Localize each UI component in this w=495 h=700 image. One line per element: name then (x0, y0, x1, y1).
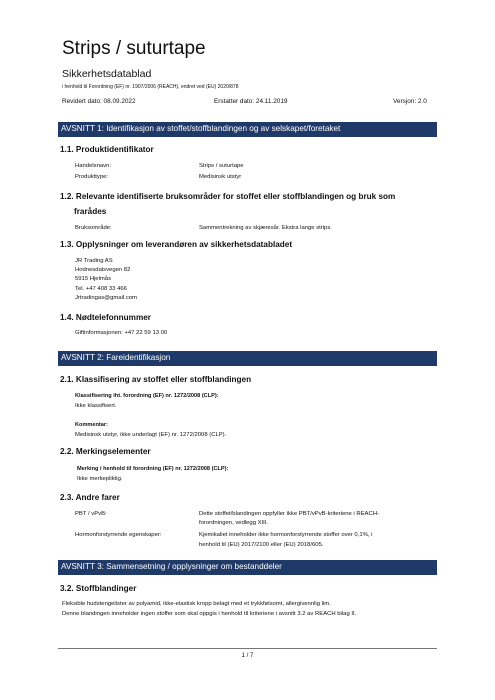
endocrine-value: Kjemikaliet inneholder ikke hormonforstyrrende stoffer over 0,1%, i (199, 532, 373, 538)
pbt-value: Dette stoffet/blandingen oppfyller ikke PBT/vPvB-kriteriene i REACH- (199, 511, 379, 517)
heading-2-3: 2.3. Andre farer (60, 493, 120, 502)
version: Versjon: 2.0 (393, 98, 427, 105)
revised-date: Revidert dato: 08.09.2022 (62, 98, 136, 105)
footer-divider (58, 648, 437, 649)
replaces-date: Erstatter dato: 24.11.2019 (214, 98, 288, 105)
trade-name-value: Strips / suturtape (199, 163, 244, 169)
heading-2-1: 2.1. Klassifisering av stoffet eller stoffblandingen (60, 375, 252, 384)
emergency-phone: Giftinformasjonen: +47 22 59 13 00 (75, 330, 168, 336)
product-type-value: Medisinsk utstyr (199, 174, 242, 180)
supplier-line: 5915 Hjelmås (75, 276, 112, 282)
page-number: 1 / 7 (241, 653, 254, 659)
classification-label: Klassifisering iht. forordning (EF) nr. 1272/2008 (CLP): (75, 393, 219, 399)
section-2-header (58, 351, 437, 366)
endocrine-value-cont: henhold til (EU) 2017/2100 eller (EU) 2018/605. (199, 542, 324, 548)
heading-1-1: 1.1. Produktidentifikator (60, 145, 154, 154)
endocrine-label: Hormonforstyrrende egenskaper: (75, 532, 162, 538)
pbt-value-cont: forordningen, vedlegg XIII. (199, 520, 269, 526)
trade-name-label: Handelsnavn: (75, 163, 112, 169)
use-value: Sammentrekning av skjæresår. Ekstra lange strips. (199, 225, 332, 231)
comment-label: Kommentar: (75, 422, 108, 428)
heading-1-2: 1.2. Relevante identifiserte bruksområder for stoffet eller stoffblandingen og bruk som (60, 192, 396, 201)
regulation-reference: i henhold til Forordning (EF) nr. 1907/2006 (REACH), endret ved (EU) 2020/878 (62, 84, 239, 90)
section-1-header (58, 122, 437, 137)
pbt-label: PBT / vPvB: (75, 511, 107, 517)
comment-value: Medisinsk utstyr, ikke underlagt (EF) nr. 1272/2008 (CLP). (75, 432, 227, 438)
heading-1-4: 1.4. Nødtelefonnummer (60, 313, 151, 322)
section-3-title: AVSNITT 3: Sammensetning / opplysninger om bestanddeler (61, 562, 282, 571)
supplier-line: Hodnesdalsvegen 82 (75, 267, 131, 273)
supplier-line: JR Trading AS (75, 258, 113, 264)
mixture-statement: Denne blandingen inneholder ingen stoffer som skal oppgis i henhold til kriteriene i avsnitt 3.2 av REACH bilag II. (62, 611, 357, 617)
labelling-label: Merking i henhold til forordning (EF) nr. 1272/2008 (CLP): (77, 466, 229, 472)
heading-3-2: 3.2. Stoffblandinger (60, 584, 137, 593)
labelling-value: Ikke merkepliktig. (77, 476, 123, 482)
heading-1-2-cont: frarådes (74, 207, 107, 216)
supplier-email: Jrtradingas@gmail.com (75, 295, 137, 301)
heading-1-3: 1.3. Opplysninger om leverandøren av sikkerhetsdatabladet (60, 240, 293, 249)
supplier-line: Tel. +47 408 33 466 (75, 286, 127, 292)
document-title: Strips / suturtape (62, 38, 206, 59)
use-label: Bruksområde: (75, 225, 112, 231)
section-1-title: AVSNITT 1: Identifikasjon av stoffet/stoffblandingen og av selskapet/foretaket (61, 124, 341, 133)
classification-value: Ikke klassifisert. (75, 403, 117, 409)
document-subtitle: Sikkerhetsdatablad (62, 68, 152, 80)
mixture-description: Fleksible hudstengelister av polyamid, ikke-elastisk kropp belagt med et trykkfølsomt, allergivennlig lim. (62, 601, 331, 607)
section-2-title: AVSNITT 2: Fareidentifikasjon (61, 353, 171, 362)
section-3-header (58, 560, 437, 575)
product-type-label: Produkttype: (75, 174, 109, 180)
heading-2-2: 2.2. Merkingselementer (60, 447, 151, 456)
